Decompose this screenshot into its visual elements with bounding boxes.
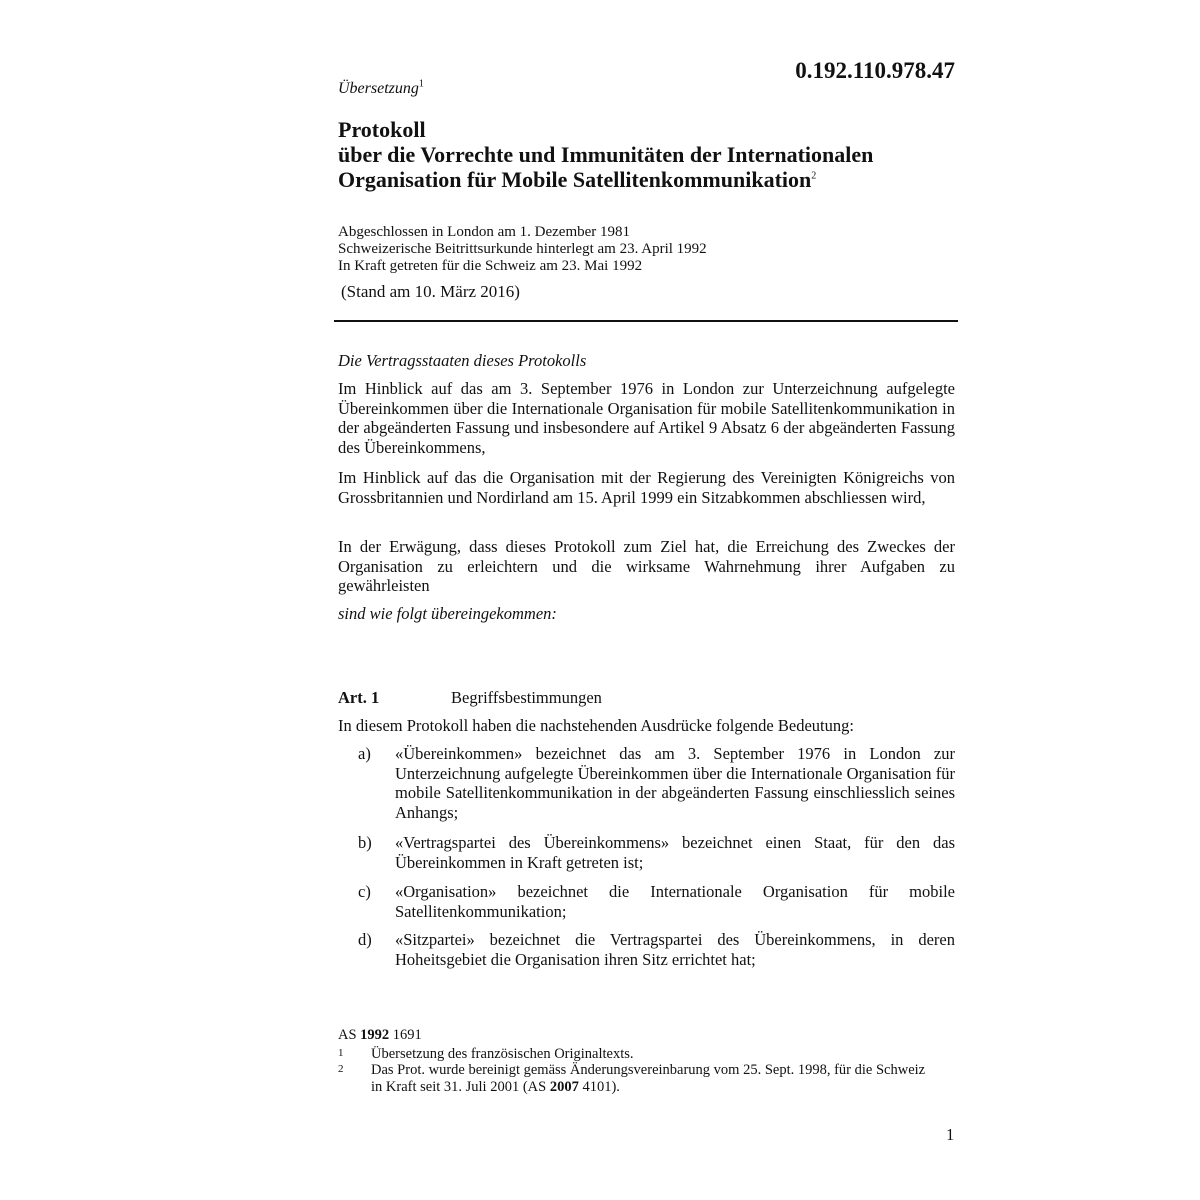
page-number: 1 — [946, 1125, 955, 1144]
translation-label — [338, 80, 424, 98]
footnote-1-text: Übersetzung des französischen Originaltexts. — [371, 1045, 634, 1062]
article-title: Begriffsbestimmungen — [451, 688, 602, 707]
definition-letter: c) — [358, 882, 371, 901]
title-line-1: Protokoll — [338, 117, 426, 142]
footnote-1 — [338, 1046, 938, 1063]
treaty-metadata — [338, 224, 707, 275]
footnote-2-mark: 2 — [338, 1063, 344, 1075]
definition-text: «Organisation» bezeichnet die Internationale Organisation für mobile Satellitenkommunikation; — [395, 882, 955, 921]
document-title — [338, 117, 978, 192]
definition-item — [338, 882, 955, 921]
header-divider — [334, 320, 958, 322]
footnote-2-page: 4101). — [582, 1078, 620, 1095]
status-date: (Stand am 10. März 2016) — [341, 282, 520, 301]
sr-number: 0.192.110.978.47 — [795, 58, 955, 83]
footnote-2-text: Das Prot. wurde bereinigt gemäss Änderungsvereinbarung vom 25. Sept. 1998, für die Schweiz in Kraft seit 31. Juli 2001 (AS — [371, 1062, 926, 1095]
definition-letter: d) — [358, 930, 372, 949]
title-line-3 — [338, 167, 978, 192]
definition-letter: b) — [358, 833, 372, 852]
definition-text: «Sitzpartei» bezeichnet die Vertragspartei des Übereinkommens, in deren Hoheitsgebiet die Organisation ihren Sitz errichtet hat; — [395, 930, 955, 969]
definition-text: «Vertragspartei des Übereinkommens» bezeichnet einen Staat, für den das Übereinkommen in Kraft getreten ist; — [395, 833, 955, 872]
footnote-1-mark: 1 — [338, 1046, 344, 1059]
concluded-date: Abgeschlossen in London am 1. Dezember 1981 — [338, 224, 631, 240]
footnote-2-year: 2007 — [549, 1078, 579, 1095]
title-line-2: über die Vorrechte und Immunitäten der Internationalen — [338, 142, 874, 167]
preamble-paragraph-3: In der Erwägung, dass dieses Protokoll zum Ziel hat, die Erreichung des Zweckes der Organisation zu erleichtern und die wirksame Wahrnehmung ihrer Aufgaben zu gewährleisten — [338, 537, 955, 595]
footnote-2 — [338, 1062, 938, 1095]
preamble-heading: Die Vertragsstaaten dieses Protokolls — [338, 351, 587, 370]
definition-item — [338, 930, 955, 969]
article-number: Art. 1 — [338, 688, 380, 707]
accession-date: Schweizerische Beitrittsurkunde hinterlegt am 23. April 1992 — [338, 241, 707, 257]
definition-item — [338, 833, 955, 872]
translation-label-text: Übersetzung — [338, 80, 419, 97]
footnotes — [338, 1027, 938, 1095]
preamble-paragraph-2: Im Hinblick auf das die Organisation mit der Regierung des Vereinigten Königreichs von Grossbritannien und Nordirland am 15. April 1999 ein Sitzabkommen abschliessen wird, — [338, 468, 955, 507]
in-force-date: In Kraft getreten für die Schweiz am 23. Mai 1992 — [338, 258, 643, 274]
article-1-heading — [338, 688, 602, 708]
footnote-ref-2[interactable]: 2 — [811, 170, 817, 182]
article-intro: In diesem Protokoll haben die nachstehenden Ausdrücke folgende Bedeutung: — [338, 716, 854, 735]
as-year: 1992 — [360, 1027, 390, 1043]
preamble-closing: sind wie folgt übereingekommen: — [338, 604, 557, 623]
title-line-3-text: Organisation für Mobile Satellitenkommunikation — [338, 167, 812, 192]
footnote-ref-1[interactable]: 1 — [418, 78, 424, 90]
as-page: 1691 — [392, 1027, 422, 1043]
as-prefix: AS — [338, 1027, 357, 1043]
definition-letter: a) — [358, 744, 371, 763]
preamble-paragraph-1: Im Hinblick auf das am 3. September 1976 in London zur Unterzeichnung aufgelegte Übereinkommen über die Internationale Organisation für mobile Satellitenkommunikation in der abgeänderten Fassung und insbesondere auf Artikel 9 Absatz 6 der abgeänderten Fassung des Übereinkommens, — [338, 379, 955, 457]
definition-item — [338, 744, 955, 822]
definition-text: «Übereinkommen» bezeichnet das am 3. September 1976 in London zur Unterzeichnung aufgelegte Übereinkommen über die Internationale Organisation für mobile Satellitenkommunikation in der abgeänderten Fassung einschliesslich seines Anhangs; — [395, 744, 955, 822]
official-collection-ref — [338, 1027, 938, 1044]
